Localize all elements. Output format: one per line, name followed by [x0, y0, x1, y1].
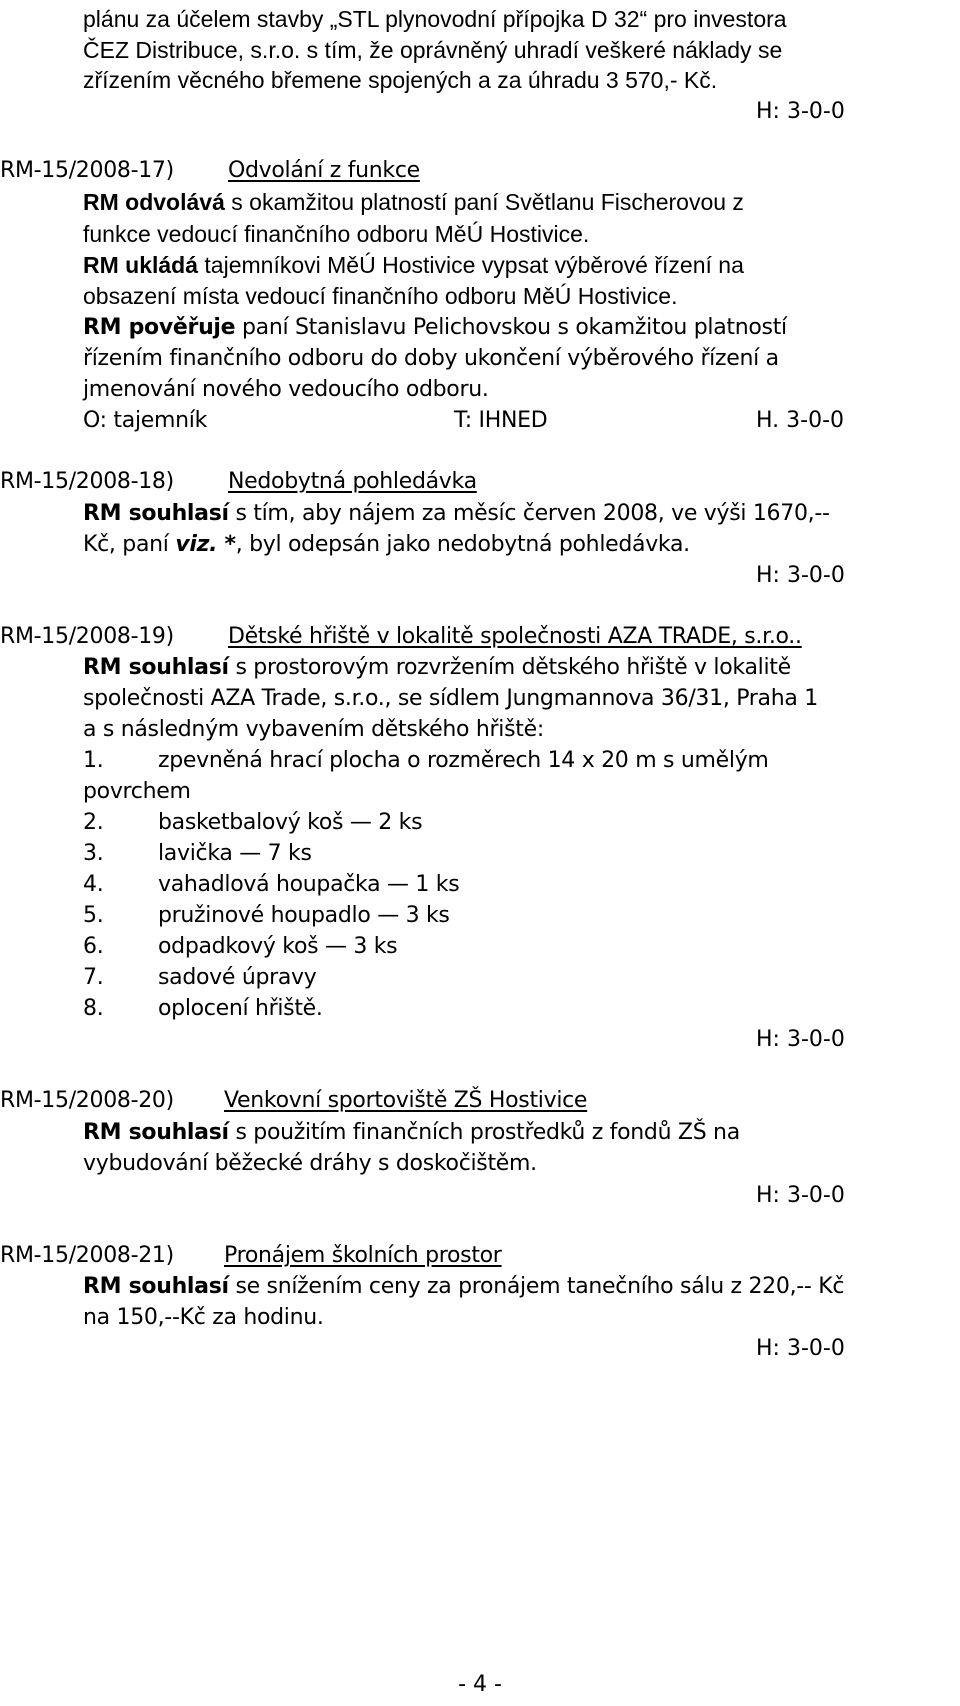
resolution-19-id: RM-15/2008-19)	[0, 624, 174, 649]
resolution-17-id: RM-15/2008-17)	[0, 158, 174, 183]
resolution-17-title: Odvolání z funkce	[228, 158, 420, 183]
resolution-19-text-3: a s následným vybavením dětského hřiště:	[83, 717, 544, 742]
resolution-18-text-1: RM souhlasí s tím, aby nájem za měsíc červen 2008, ve výši 1670,--	[83, 501, 830, 526]
resolution-19-text-1: RM souhlasí s prostorovým rozvržením dětského hřiště v lokalitě	[83, 655, 791, 680]
resolution-17-text-2: funkce vedoucí finančního odboru MěÚ Hostivice.	[83, 221, 590, 247]
resolution-17-verb-2: RM ukládá	[83, 252, 199, 278]
resolution-17-text-6: řízením finančního odboru do doby ukončení výběrového řízení a	[83, 346, 779, 371]
resolution-20-text-2: vybudování běžecké dráhy s doskočištěm.	[83, 1151, 537, 1176]
resolution-19-verb: RM souhlasí	[83, 655, 229, 680]
resolution-20-id: RM-15/2008-20)	[0, 1088, 174, 1113]
intro-line-1: plánu za účelem stavby „STL plynovodní přípojka D 32“ pro investora	[83, 6, 787, 32]
resolution-20-vote: H: 3-0-0	[756, 1183, 845, 1208]
resolution-17-verb-3: RM pověřuje	[83, 315, 236, 340]
list-item-number: 3.	[83, 841, 104, 866]
resolution-19-title: Dětské hřiště v lokalitě společnosti AZA TRADE, s.r.o..	[228, 624, 802, 649]
list-item: basketbalový koš — 2 ks	[158, 810, 423, 835]
list-item-continuation: povrchem	[83, 779, 191, 804]
list-item-number: 2.	[83, 810, 104, 835]
list-item: pružinové houpadlo — 3 ks	[158, 903, 450, 928]
resolution-17-owner: O: tajemník	[83, 408, 208, 433]
resolution-17-text-5: RM pověřuje paní Stanislavu Pelichovskou s okamžitou platností	[83, 315, 787, 340]
list-item: sadové úpravy	[158, 965, 317, 990]
list-item-number: 8.	[83, 996, 104, 1021]
resolution-17-verb-1: RM odvolává	[83, 189, 225, 215]
list-item-number: 6.	[83, 934, 104, 959]
resolution-19-text-2: společnosti AZA Trade, s.r.o., se sídlem Jungmannova 36/31, Praha 1	[83, 686, 818, 711]
page-number: - 4 -	[458, 1672, 502, 1697]
resolution-18-verb: RM souhlasí	[83, 501, 229, 526]
resolution-21-text-2: na 150,--Kč za hodinu.	[83, 1305, 324, 1330]
resolution-20-verb: RM souhlasí	[83, 1120, 229, 1145]
list-item-number: 1.	[83, 748, 104, 773]
resolution-19-vote: H: 3-0-0	[756, 1027, 845, 1052]
list-item: lavička — 7 ks	[158, 841, 312, 866]
list-item-number: 5.	[83, 903, 104, 928]
intro-line-3: zřízením věcného břemene spojených a za úhradu 3 570,- Kč.	[83, 67, 718, 93]
list-item-number: 4.	[83, 872, 104, 897]
intro-vote: H: 3-0-0	[756, 99, 845, 124]
redacted-name-reference: viz. *	[175, 532, 236, 557]
resolution-17-text-3: RM ukládá tajemníkovi MěÚ Hostivice vypsat výběrové řízení na	[83, 252, 744, 278]
resolution-17-text-1: RM odvolává s okamžitou platností paní Světlanu Fischerovou z	[83, 189, 744, 215]
resolution-21-title: Pronájem školních prostor	[224, 1243, 502, 1268]
resolution-21-vote: H: 3-0-0	[756, 1336, 845, 1361]
list-item: vahadlová houpačka — 1 ks	[158, 872, 460, 897]
list-item: odpadkový koš — 3 ks	[158, 934, 398, 959]
resolution-17-vote: H. 3-0-0	[756, 408, 845, 433]
resolution-21-verb: RM souhlasí	[83, 1274, 229, 1299]
intro-line-2: ČEZ Distribuce, s.r.o. s tím, že oprávněný uhradí veškeré náklady se	[83, 37, 783, 63]
list-item: oplocení hřiště.	[158, 996, 323, 1021]
resolution-17-text-7: jmenování nového vedoucího odboru.	[83, 377, 489, 402]
resolution-21-text-1: RM souhlasí se snížením ceny za pronájem tanečního sálu z 220,-- Kč	[83, 1274, 845, 1299]
resolution-17-text-4: obsazení místa vedoucí finančního odboru MěÚ Hostivice.	[83, 283, 678, 309]
resolution-18-title: Nedobytná pohledávka	[228, 469, 477, 494]
list-item-number: 7.	[83, 965, 104, 990]
resolution-18-vote: H: 3-0-0	[756, 563, 845, 588]
resolution-20-title: Venkovní sportoviště ZŠ Hostivice	[224, 1088, 588, 1113]
resolution-18-text-2: Kč, paní viz. *, byl odepsán jako nedobytná pohledávka.	[83, 532, 690, 557]
resolution-21-id: RM-15/2008-21)	[0, 1243, 174, 1268]
resolution-17-term: T: IHNED	[454, 408, 548, 433]
list-item: zpevněná hrací plocha o rozměrech 14 x 20 m s umělým	[158, 748, 769, 773]
resolution-20-text-1: RM souhlasí s použitím finančních prostředků z fondů ZŠ na	[83, 1120, 740, 1145]
resolution-18-id: RM-15/2008-18)	[0, 469, 174, 494]
